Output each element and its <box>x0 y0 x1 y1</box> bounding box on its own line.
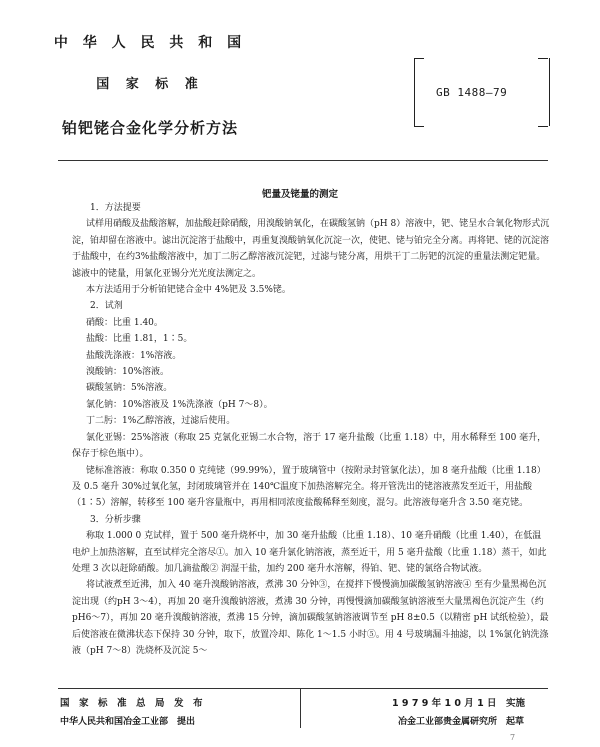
reagent-item: 铑标准溶液：称取 0.350 0 克纯铑（99.99%），置于玻璃管中（按附录封管氯化法），加 8 毫升盐酸（比重 1.18）及 0.5 毫升 30%过氧化氢，封闭玻璃管并在 140℃温度下加热溶解完全。将开管洗出的铑溶液蒸发至近干，用盐酸（1∶5）溶解，转移至 100 毫升容量瓶中，再用相同浓度盐酸稀释至刻度，混匀。此溶液每毫升含 3.50 毫克铑。 <box>72 465 546 509</box>
heading-procedure: 3．分析步骤 <box>90 514 141 525</box>
paragraph-scope: 本方法适用于分析铂钯铑合金中 4%钯及 3.5%铑。 <box>86 285 291 296</box>
reagent-item: 氯化亚锡：25%溶液（称取 25 克氯化亚锡二水合物，溶于 17 毫升盐酸（比重 1.18）中，用水稀释至 100 毫升，保存于棕色瓶中）。 <box>72 432 547 460</box>
header-divider <box>58 160 548 161</box>
footer-vertical-divider <box>300 688 301 728</box>
standard-type-heading: 国 家 标 准 <box>96 77 204 92</box>
reagent-item: 盐酸：比重 1.81，1∶5。 <box>86 334 193 345</box>
reagent-item: 盐酸洗涤液：1%溶液。 <box>86 350 182 361</box>
document-title: 铂钯铑合金化学分析方法 <box>61 119 238 137</box>
paragraph-procedure: 将试液煮至近沸，加入 40 毫升溴酸钠溶液，煮沸 30 分钟③，在搅拌下慢慢滴加碳酸氢钠溶液④ 至有少量黑褐色沉淀出现（约pH 3～4），再加 20 毫升溴酸钠溶液，煮沸 30 分钟，再慢慢滴加碳酸氢钠溶液至大量黑褐色沉淀产生（约pH6～7），再加 20 毫升溴酸钠溶液，煮沸 15 分钟，滴加碳酸氢钠溶液调节至 pH 8±0.5（以精密 pH 试纸检验），最后使溶液在微沸状态下保持 30 分钟，取下，放置冷却、陈化 1～1.5 小时⑤。用 4 号玻璃漏斗抽滤，以 1%氯化钠洗涤液（pH 7～8）洗烧杯及沉淀 5～ <box>72 580 549 656</box>
page-mark: 7 <box>510 733 516 742</box>
heading-reagents: 2．试剂 <box>90 301 123 312</box>
document-body <box>72 200 550 659</box>
footer-proposer: 中华人民共和国冶金工业部 提出 <box>60 717 196 727</box>
section-title: 钯量及铑量的测定 <box>261 189 338 200</box>
footer-date: 1 9 7 9 年 1 0 月 1 日 实施 <box>392 698 526 709</box>
reagent-item: 碳酸氢钠：5%溶液。 <box>86 383 173 394</box>
footer-drafter: 冶金工业部贵金属研究所 起草 <box>398 717 525 727</box>
footer-divider <box>58 688 548 689</box>
paragraph-method-summary: 试样用硝酸及盐酸溶解，加盐酸赶除硝酸，用溴酸钠氧化，在碳酸氢钠（pH 8）溶液中，钯、铑呈水合氧化物形式沉淀，铂却留在溶液中。滤出沉淀溶于盐酸中，再重复溴酸钠氧化沉淀一次，使钯、铑与铂完全分离。再将钯、铑的沉淀溶于盐酸中，在约3%盐酸溶液中，加丁二肟乙醇溶液沉淀钯，过滤与铑分离，用烘干丁二肟钯的沉淀的重量法测定钯量。滤液中的铑量，用氯化亚锡分光光度法测定之。 <box>72 219 550 279</box>
standard-number: GB 1488—79 <box>436 86 508 99</box>
box-corner-tr <box>538 58 548 59</box>
reagent-item: 丁二肟：1%乙醇溶液，过滤后使用。 <box>86 416 236 427</box>
box-corner-tl <box>414 58 424 59</box>
footer-issuer: 国 家 标 准 总 局 发 布 <box>60 698 203 709</box>
box-corner-bl <box>414 126 424 127</box>
reagent-item: 氯化钠：10%溶液及 1%洗涤液（pH 7～8）。 <box>86 399 273 410</box>
paragraph-procedure: 称取 1.000 0 克试样，置于 500 毫升烧杯中，加 30 毫升盐酸（比重 1.18）、10 毫升硝酸（比重 1.40），在低温电炉上加热溶解，直至试样完全溶尽①。加入 10 毫升氯化钠溶液，蒸至近干，用 5 毫升盐酸（比重 1.18）蒸干，如此处理 3 次以赶除硝酸。加几滴盐酸② 润湿干盐，加约 200 毫升水溶解，得铂、钯、铑的氯络合物试液。 <box>72 531 547 574</box>
country-heading: 中 华 人 民 共 和 国 <box>53 35 247 51</box>
reagent-item: 硝酸：比重 1.40。 <box>86 317 163 328</box>
box-corner-br <box>538 126 548 127</box>
reagent-item: 溴酸钠：10%溶液。 <box>86 367 170 378</box>
heading-method-summary: 1．方法提要 <box>90 203 141 213</box>
